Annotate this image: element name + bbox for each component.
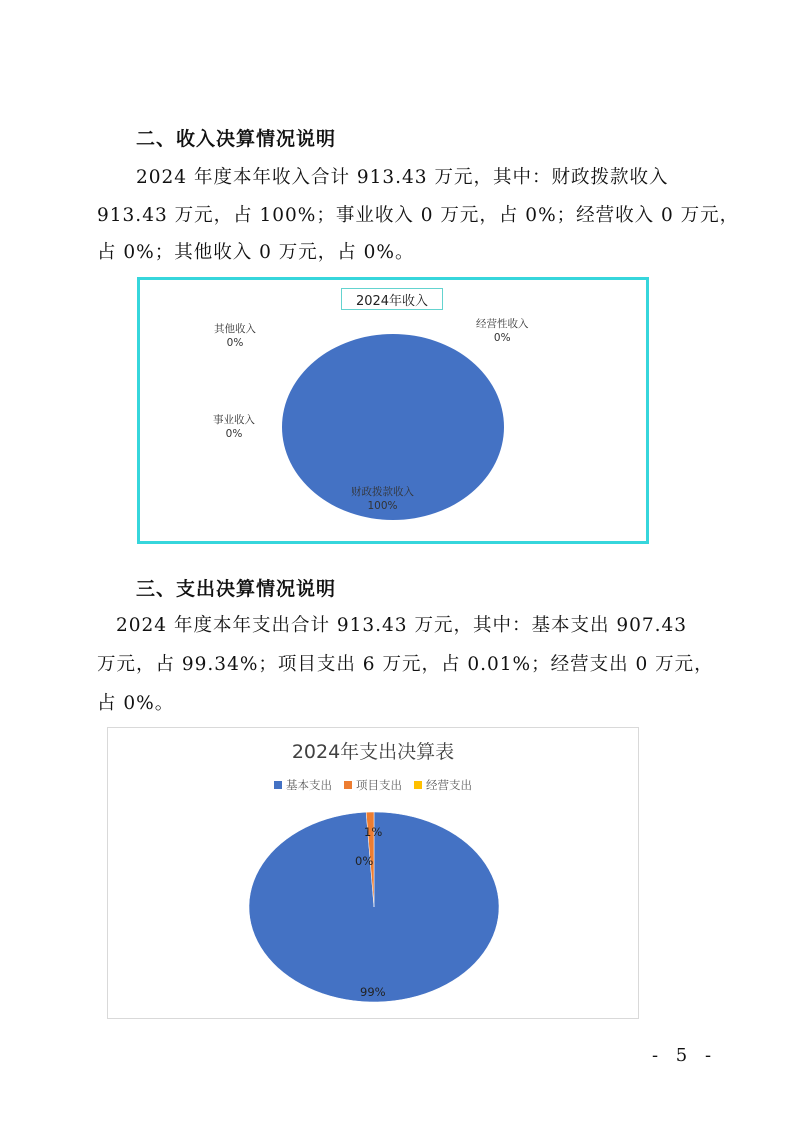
income-label-other: [214, 322, 256, 350]
section-heading-expense: 三、支出决算情况说明: [136, 578, 337, 600]
expense-pie-chart: [107, 727, 639, 1019]
income-label-business: [213, 413, 255, 441]
legend-label-basic: 基本支出: [286, 778, 332, 792]
income-paragraph-line-2: 913.43 万元，占 100%；事业收入 0 万元，占 0%；经营收入 0 万元，: [97, 205, 740, 226]
expense-chart-title: 2024年支出决算表: [291, 741, 455, 763]
income-label-other-name: 其他收入: [214, 323, 256, 335]
income-label-fiscal: [351, 485, 414, 513]
expense-pie-canvas: [108, 728, 638, 1018]
legend-label-project: 项目支出: [356, 778, 402, 792]
income-chart-title: 2024年收入: [341, 288, 443, 310]
income-label-other-value: 0%: [226, 337, 244, 349]
section-heading-income: 二、收入决算情况说明: [136, 128, 337, 150]
income-label-operating: [476, 317, 529, 345]
expense-paragraph-line-1: 2024 年度本年支出合计 913.43 万元，其中：基本支出 907.43: [116, 615, 688, 636]
income-label-operating-name: 经营性收入: [476, 318, 529, 330]
income-label-business-value: 0%: [225, 428, 243, 440]
income-label-fiscal-value: 100%: [367, 500, 398, 512]
expense-paragraph-line-2: 万元，占 99.34%；项目支出 6 万元，占 0.01%；经营支出 0 万元，: [97, 654, 714, 675]
expense-paragraph-line-3: 占 0%。: [97, 693, 175, 714]
income-label-operating-value: 0%: [493, 332, 511, 344]
expense-label-basic: 99%: [360, 985, 386, 999]
expense-label-operating: 0%: [355, 854, 374, 868]
income-label-fiscal-name: 财政拨款收入: [351, 486, 414, 498]
income-paragraph-line-3: 占 0%；其他收入 0 万元，占 0%。: [97, 242, 415, 263]
legend-label-operating: 经营支出: [426, 778, 472, 792]
page-number: - 5 -: [652, 1045, 718, 1066]
income-pie-chart: [137, 277, 649, 544]
expense-label-project: 1%: [364, 825, 383, 839]
income-paragraph-line-1: 2024 年度本年收入合计 913.43 万元，其中：财政拨款收入: [136, 167, 669, 188]
income-label-business-name: 事业收入: [213, 414, 255, 426]
